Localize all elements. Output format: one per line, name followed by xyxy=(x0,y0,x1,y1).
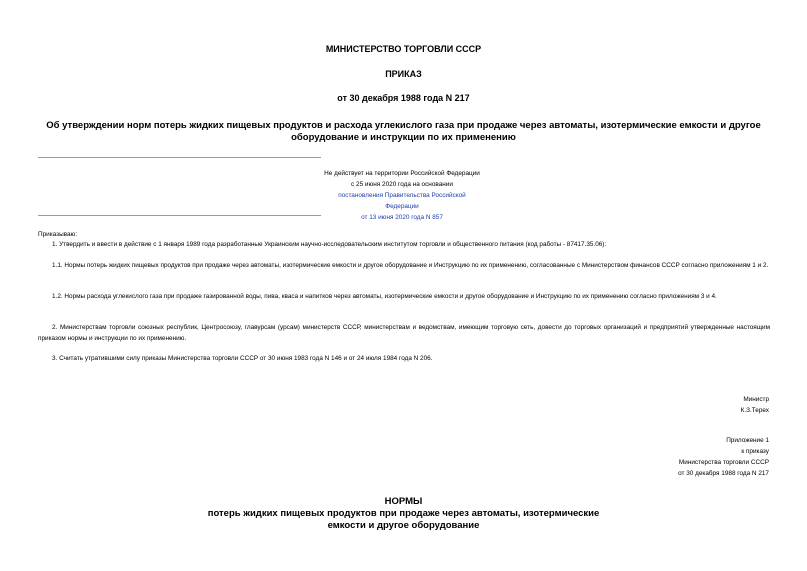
notice-link-line-2[interactable]: от 13 июня 2020 года N 857 xyxy=(361,214,443,221)
order-intro: Приказываю: xyxy=(38,231,78,238)
appendix-line-3: Министерства торговли СССР xyxy=(678,459,769,466)
norms-section xyxy=(0,496,807,532)
ministry-heading: МИНИСТЕРСТВО ТОРГОВЛИ СССР xyxy=(325,44,482,54)
norms-line-1: потерь жидких пищевых продуктов при продаже через автоматы, изотермические xyxy=(207,508,600,519)
paragraph-1-1: 1.1. Нормы потерь жидких пищевых продуктов при продаже через автоматы, изотермические емкости и другое оборудование и Инструкцию по их применению, согласованные с Министерством финансов СССР согласно приложениям 1 и 2. xyxy=(52,262,769,269)
doc-title-line-2: оборудование и инструкции по их применению xyxy=(291,132,516,143)
doc-title-line-1: Об утверждении норм потерь жидких пищевых продуктов и расхода углекислого газа при продаже через автоматы, изотермические емкости и другое xyxy=(46,120,761,131)
paragraph-3: 3. Считать утратившими силу приказы Министерства торговли СССР от 30 июня 1983 года N 146 и от 24 июля 1984 года N 206. xyxy=(52,355,433,362)
paragraph-1-2: 1.2. Нормы расхода углекислого газа при продаже газированной воды, пива, кваса и напитков через автоматы, изотермические емкости и другое оборудование и Инструкцию по их применению согласно приложениям 3 и 4. xyxy=(52,293,717,300)
notice-line-2: с 25 июня 2020 года на основании xyxy=(351,181,453,188)
signature-position: Министр xyxy=(743,396,769,403)
appendix-line-4: от 30 декабря 1988 года N 217 xyxy=(678,470,769,477)
divider-bottom xyxy=(38,215,321,216)
doc-date-number: от 30 декабря 1988 года N 217 xyxy=(337,93,470,103)
appendix-line-2: к приказу xyxy=(741,448,769,455)
divider-top xyxy=(38,157,321,158)
signature-name: К.З.Терех xyxy=(740,407,769,414)
paragraph-1: 1. Утвердить и ввести в действие с 1 января 1989 года разработанные Украинским научно-исследовательским институтом торговли и общественного питания (код работы - 87417.35.06): xyxy=(52,241,607,248)
norms-heading: НОРМЫ xyxy=(384,496,423,507)
paragraph-2: 2. Министерствам торговли союзных республик, Центросоюзу, главурсам (урсам) министерств СССР, министерствам и ведомствам, имеющим торговую сеть, довести до торговых организаций и предприятий утвержденные настоящим приказом нормы и инструкции по их применению. xyxy=(38,324,770,342)
appendix-block xyxy=(678,435,769,479)
doc-type-heading: ПРИКАЗ xyxy=(385,69,422,79)
norms-line-2: емкости и другое оборудование xyxy=(327,520,480,531)
status-notice xyxy=(322,168,482,223)
doc-title xyxy=(0,120,807,144)
notice-line-1: Не действует на территории Российской Федерации xyxy=(324,170,480,177)
appendix-line-1: Приложение 1 xyxy=(726,437,769,444)
notice-link-line-1[interactable]: постановления Правительства Российской Федерации xyxy=(338,192,466,210)
signature-block xyxy=(741,394,769,416)
